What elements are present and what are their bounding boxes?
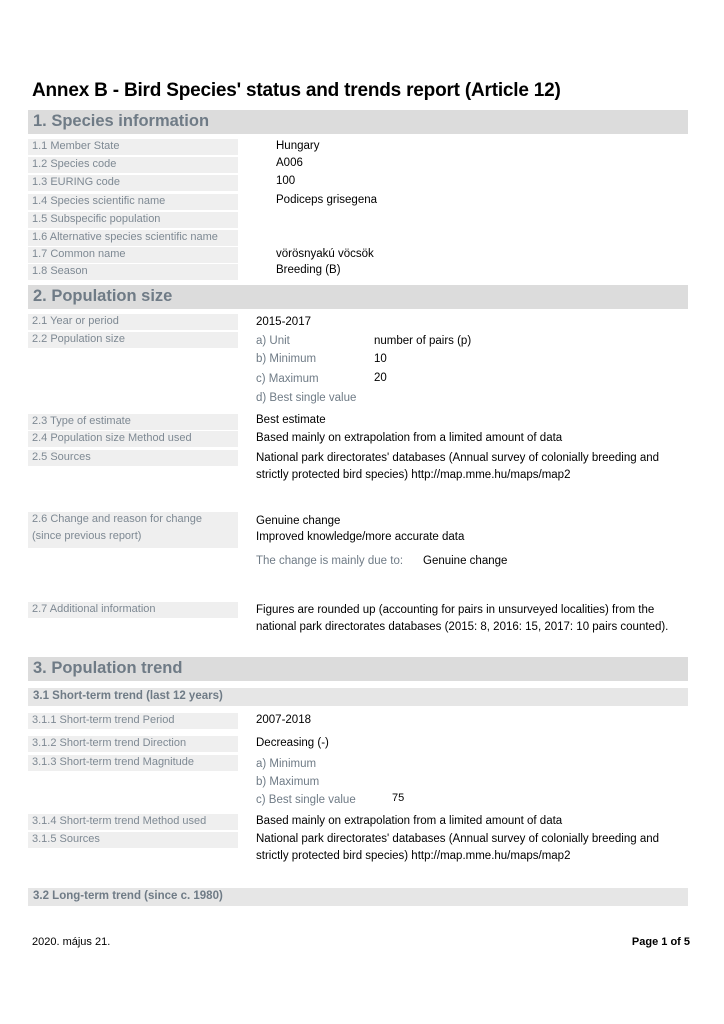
- label-species-code: 1.2 Species code: [28, 157, 238, 173]
- value-year-period: 2015-2017: [256, 316, 311, 328]
- label-member-state: 1.1 Member State: [28, 139, 238, 155]
- label-minimum: b) Minimum: [256, 353, 317, 365]
- value-member-state: Hungary: [276, 140, 320, 152]
- label-short-term-magnitude: 3.1.3 Short-term trend Magnitude: [28, 755, 238, 771]
- label-change-mainly-due: The change is mainly due to:: [256, 555, 404, 567]
- section-population-size: [28, 285, 688, 309]
- footer-date: 2020. május 21.: [32, 936, 111, 948]
- label-euring-code: 1.3 EURING code: [28, 175, 238, 191]
- value-season: Breeding (B): [276, 264, 341, 276]
- value-short-term-period: 2007-2018: [256, 714, 311, 726]
- value-method-used: Based mainly on extrapolation from a limited amount of data: [256, 432, 563, 444]
- value-magnitude-best-value: 75: [392, 792, 405, 804]
- document-title: Annex B - Bird Species' status and trends report (Article 12): [32, 80, 561, 101]
- value-change: Genuine change: [256, 515, 341, 527]
- section-population-trend: [28, 657, 688, 681]
- subsection-long-term-trend: [28, 888, 688, 906]
- value-sources: National park directorates' databases (Annual survey of colonially breeding and strictly protected bird species) http://map.mme.hu/maps/map2: [256, 452, 660, 481]
- value-short-term-sources: National park directorates' databases (Annual survey of colonially breeding and strictly protected bird species) http://map.mme.hu/maps/map2: [256, 833, 660, 862]
- value-euring-code: 100: [276, 175, 296, 187]
- label-season: 1.8 Season: [28, 264, 238, 280]
- label-best-single-value: d) Best single value: [256, 392, 357, 404]
- label-sources: 2.5 Sources: [28, 450, 238, 466]
- value-scientific-name: Podiceps grisegena: [276, 194, 378, 206]
- label-alternative-name: 1.6 Alternative species scientific name: [28, 230, 238, 246]
- label-magnitude-best-value: c) Best single value: [256, 794, 356, 806]
- label-population-size: 2.2 Population size: [28, 332, 238, 348]
- label-short-term-period: 3.1.1 Short-term trend Period: [28, 713, 238, 729]
- value-species-code: A006: [276, 157, 303, 169]
- value-additional-information: Figures are rounded up (accounting for pairs in unsurveyed localities) from the national park directorates databases (2015: 8, 2016: 15, 2017: 10 pairs counted).: [256, 604, 669, 633]
- value-change-mainly-due: Genuine change: [423, 555, 508, 567]
- label-short-term-sources: 3.1.5 Sources: [28, 832, 238, 848]
- label-year-period: 2.1 Year or period: [28, 314, 238, 330]
- label-type-of-estimate: 2.3 Type of estimate: [28, 414, 238, 430]
- value-type-of-estimate: Best estimate: [256, 414, 326, 426]
- section-heading: 3. Population trend: [33, 659, 183, 677]
- section-heading: 1. Species information: [33, 112, 210, 130]
- label-common-name: 1.7 Common name: [28, 247, 238, 263]
- section-heading: 2. Population size: [33, 287, 173, 305]
- value-unit: number of pairs (p): [374, 335, 472, 347]
- value-change-reason: Improved knowledge/more accurate data: [256, 531, 465, 543]
- subsection-heading: 3.1 Short-term trend (last 12 years): [33, 690, 223, 702]
- subsection-heading: 3.2 Long-term trend (since c. 1980): [33, 890, 223, 902]
- label-unit: a) Unit: [256, 335, 290, 347]
- footer-page-number: Page 1 of 5: [631, 936, 690, 948]
- label-additional-information: 2.7 Additional information: [28, 602, 238, 618]
- section-species-information: [28, 110, 688, 134]
- label-scientific-name: 1.4 Species scientific name: [28, 194, 238, 210]
- label-magnitude-minimum: a) Minimum: [256, 758, 317, 770]
- label-method-used: 2.4 Population size Method used: [28, 431, 238, 447]
- label-short-term-direction: 3.1.2 Short-term trend Direction: [28, 736, 238, 752]
- subsection-short-term-trend: [28, 688, 688, 706]
- value-short-term-direction: Decreasing (-): [256, 737, 329, 749]
- label-change-reason: 2.6 Change and reason for change (since previous report): [28, 512, 238, 548]
- label-short-term-method: 3.1.4 Short-term trend Method used: [28, 814, 238, 830]
- label-subspecific-population: 1.5 Subspecific population: [28, 212, 238, 228]
- value-minimum: 10: [374, 353, 387, 365]
- value-maximum: 20: [374, 372, 387, 384]
- value-short-term-method: Based mainly on extrapolation from a limited amount of data: [256, 815, 563, 827]
- label-magnitude-maximum: b) Maximum: [256, 776, 320, 788]
- value-common-name: vörösnyakú vöcsök: [276, 248, 374, 260]
- label-maximum: c) Maximum: [256, 373, 319, 385]
